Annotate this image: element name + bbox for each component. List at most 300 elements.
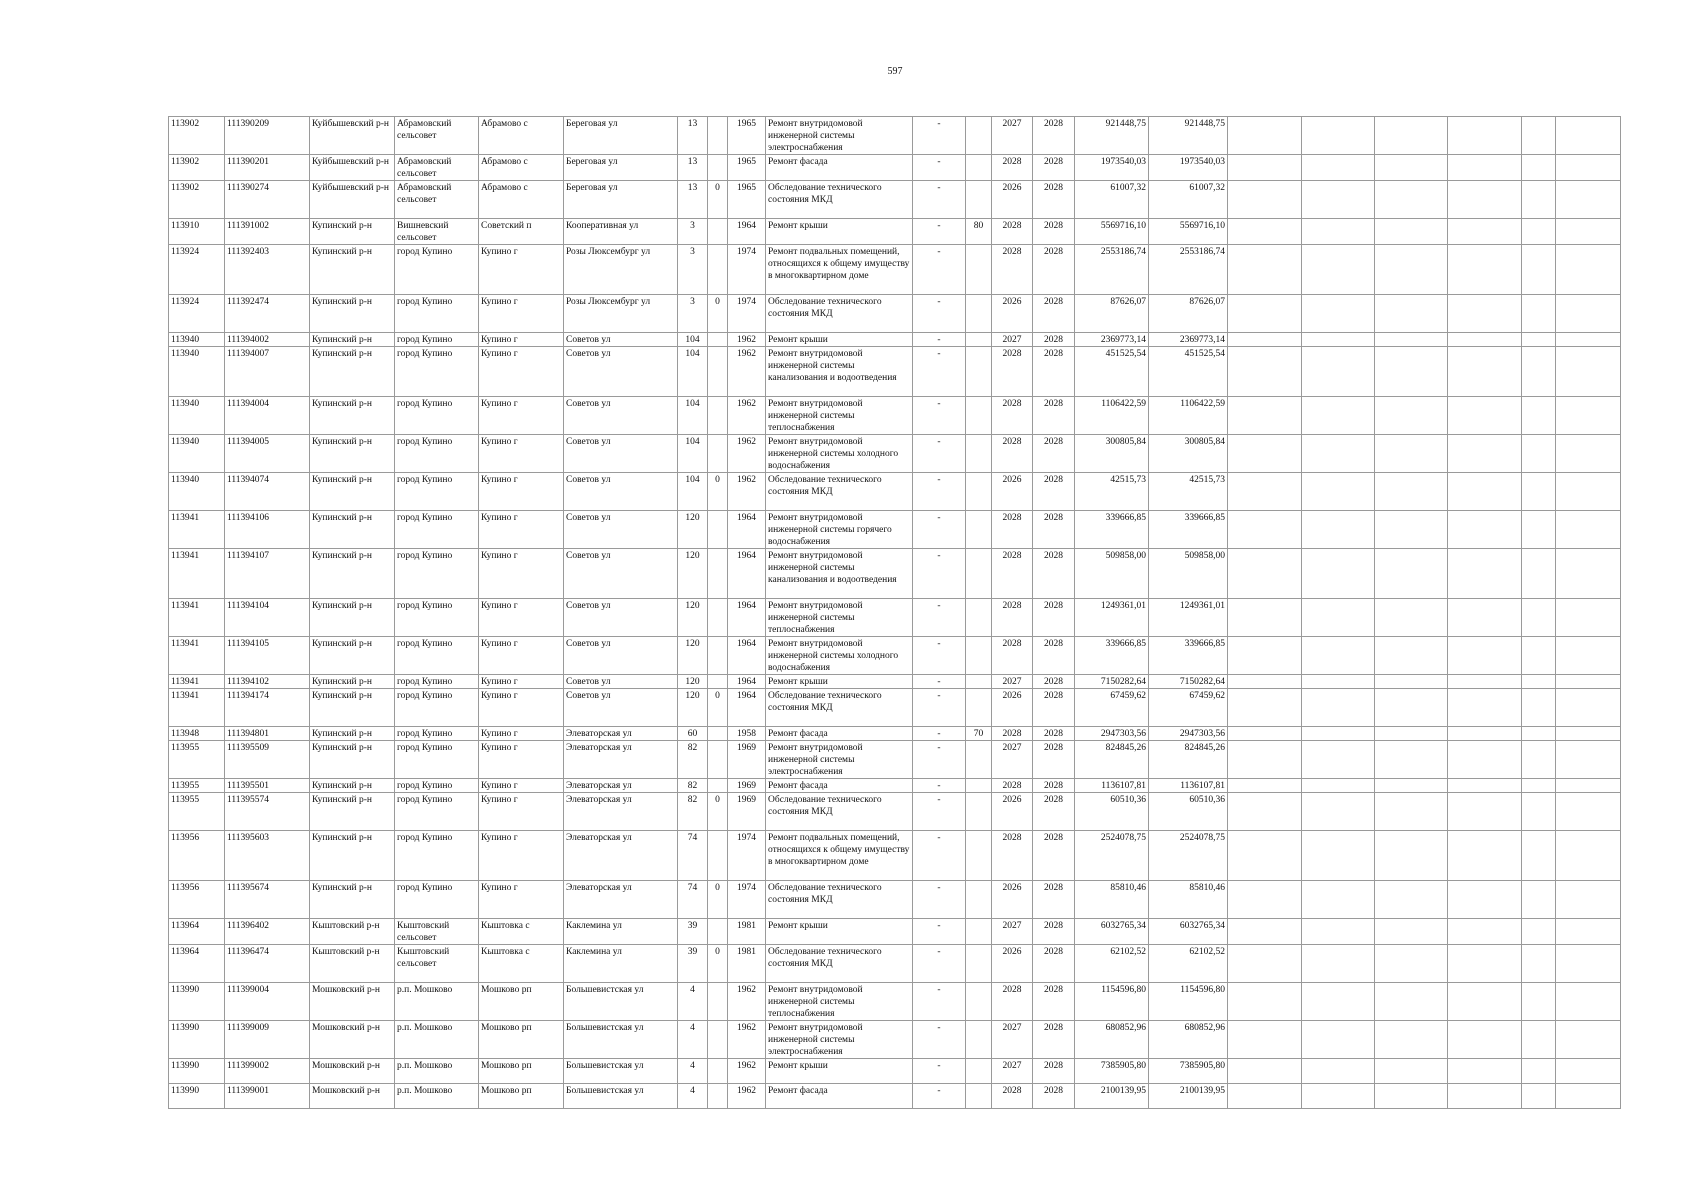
empty-cell	[1522, 793, 1556, 831]
table-cell: 2028	[992, 347, 1033, 397]
table-cell: 2553186,74	[1149, 245, 1228, 295]
table-cell: 0	[708, 793, 728, 831]
table-cell	[966, 473, 992, 511]
table-cell: 120	[678, 599, 708, 637]
empty-cell	[1448, 983, 1522, 1021]
empty-cell	[1302, 689, 1375, 727]
empty-cell	[1556, 793, 1621, 831]
empty-cell	[1228, 473, 1302, 511]
table-cell: 2524078,75	[1075, 831, 1149, 881]
table-cell	[708, 831, 728, 881]
table-cell	[708, 347, 728, 397]
table-cell	[708, 1059, 728, 1084]
table-cell: Береговая ул	[564, 181, 678, 219]
table-cell: 111394104	[225, 599, 310, 637]
empty-cell	[1522, 549, 1556, 599]
table-cell: Береговая ул	[564, 155, 678, 181]
table-cell: 2028	[1033, 245, 1075, 295]
table-cell: Купино г	[479, 881, 564, 919]
table-cell: 680852,96	[1149, 1021, 1228, 1059]
empty-cell	[1556, 945, 1621, 983]
table-cell: 2028	[1033, 155, 1075, 181]
table-cell: 2028	[992, 219, 1033, 245]
empty-cell	[1522, 117, 1556, 155]
empty-cell	[1302, 599, 1375, 637]
table-cell: 2028	[1033, 347, 1075, 397]
table-cell: 113902	[169, 155, 225, 181]
table-cell: город Купино	[395, 333, 479, 347]
table-cell: 1981	[728, 945, 766, 983]
table-cell: 2026	[992, 945, 1033, 983]
table-row	[169, 347, 1621, 397]
table-cell: 2028	[1033, 793, 1075, 831]
empty-cell	[1448, 219, 1522, 245]
empty-cell	[1375, 637, 1448, 675]
table-cell: 113941	[169, 689, 225, 727]
table-cell: Купино г	[479, 347, 564, 397]
empty-cell	[1448, 333, 1522, 347]
empty-cell	[1448, 599, 1522, 637]
empty-cell	[1375, 473, 1448, 511]
table-cell: Мошковский р-н	[310, 1084, 395, 1109]
table-cell: 113940	[169, 435, 225, 473]
table-cell: 2028	[1033, 333, 1075, 347]
table-cell: Купино г	[479, 779, 564, 793]
table-cell: 2028	[1033, 637, 1075, 675]
table-cell: 120	[678, 689, 708, 727]
empty-cell	[1228, 219, 1302, 245]
table-cell: Купино г	[479, 397, 564, 435]
table-cell: Кыштовский р-н	[310, 919, 395, 945]
table-cell: 113956	[169, 831, 225, 881]
table-cell	[708, 333, 728, 347]
table-cell: 3	[678, 219, 708, 245]
table-cell: Ремонт фасада	[766, 727, 913, 741]
table-cell	[966, 511, 992, 549]
table-cell: 111395674	[225, 881, 310, 919]
table-cell: 2028	[992, 983, 1033, 1021]
empty-cell	[1522, 831, 1556, 881]
table-cell: 2028	[1033, 549, 1075, 599]
table-cell: Купино г	[479, 741, 564, 779]
table-cell: 2028	[992, 1084, 1033, 1109]
empty-cell	[1375, 919, 1448, 945]
empty-cell	[1302, 945, 1375, 983]
table-cell: город Купино	[395, 779, 479, 793]
table-cell: город Купино	[395, 347, 479, 397]
empty-cell	[1228, 295, 1302, 333]
table-cell: Ремонт внутридомовой инженерной системы теплоснабжения	[766, 397, 913, 435]
table-cell	[708, 599, 728, 637]
table-cell: 2100139,95	[1149, 1084, 1228, 1109]
table-cell: 5569716,10	[1149, 219, 1228, 245]
empty-cell	[1522, 727, 1556, 741]
table-cell: Ремонт внутридомовой инженерной системы холодного водоснабжения	[766, 435, 913, 473]
table-cell: 7385905,80	[1149, 1059, 1228, 1084]
table-cell: 1964	[728, 599, 766, 637]
table-cell: Большевистская ул	[564, 983, 678, 1021]
table-cell: Ремонт фасада	[766, 155, 913, 181]
table-cell: 67459,62	[1075, 689, 1149, 727]
empty-cell	[1448, 945, 1522, 983]
table-cell: 3	[678, 295, 708, 333]
table-cell: 104	[678, 333, 708, 347]
empty-cell	[1522, 295, 1556, 333]
table-row	[169, 219, 1621, 245]
table-cell: Ремонт фасада	[766, 1084, 913, 1109]
table-cell: Советов ул	[564, 511, 678, 549]
table-cell: -	[913, 793, 966, 831]
empty-cell	[1448, 245, 1522, 295]
table-cell: город Купино	[395, 741, 479, 779]
empty-cell	[1375, 881, 1448, 919]
table-cell: город Купино	[395, 793, 479, 831]
table-cell: 2028	[1033, 727, 1075, 741]
table-cell	[966, 1084, 992, 1109]
table-cell: 111390209	[225, 117, 310, 155]
table-cell: Обследование технического состояния МКД	[766, 473, 913, 511]
table-cell: р.п. Мошково	[395, 1084, 479, 1109]
empty-cell	[1556, 473, 1621, 511]
table-cell: 113940	[169, 347, 225, 397]
table-row	[169, 919, 1621, 945]
table-cell: 113940	[169, 473, 225, 511]
table-cell: 113990	[169, 1059, 225, 1084]
empty-cell	[1375, 181, 1448, 219]
table-cell: город Купино	[395, 397, 479, 435]
empty-cell	[1302, 117, 1375, 155]
empty-cell	[1302, 219, 1375, 245]
table-cell: Купинский р-н	[310, 881, 395, 919]
table-cell	[966, 637, 992, 675]
table-cell: Абрамово с	[479, 181, 564, 219]
empty-cell	[1228, 599, 1302, 637]
empty-cell	[1522, 347, 1556, 397]
table-cell: 87626,07	[1075, 295, 1149, 333]
empty-cell	[1556, 1021, 1621, 1059]
table-cell	[708, 549, 728, 599]
table-cell: 2028	[992, 637, 1033, 675]
table-cell: 339666,85	[1075, 511, 1149, 549]
table-cell: Купинский р-н	[310, 245, 395, 295]
table-cell: Ремонт внутридомовой инженерной системы канализования и водоотведения	[766, 549, 913, 599]
table-cell: 2027	[992, 333, 1033, 347]
table-cell: Купинский р-н	[310, 779, 395, 793]
table-cell: 113990	[169, 983, 225, 1021]
table-cell	[708, 155, 728, 181]
table-cell: Элеваторская ул	[564, 831, 678, 881]
table-cell: 1964	[728, 549, 766, 599]
table-cell: город Купино	[395, 549, 479, 599]
table-cell: Купинский р-н	[310, 831, 395, 881]
table-cell: 2028	[1033, 689, 1075, 727]
table-cell: 62102,52	[1149, 945, 1228, 983]
table-cell: Советов ул	[564, 637, 678, 675]
table-cell	[708, 1021, 728, 1059]
table-cell: 509858,00	[1149, 549, 1228, 599]
empty-cell	[1522, 1021, 1556, 1059]
empty-cell	[1302, 727, 1375, 741]
table-cell	[708, 675, 728, 689]
table-cell: 113941	[169, 549, 225, 599]
table-cell: Советов ул	[564, 347, 678, 397]
empty-cell	[1302, 397, 1375, 435]
table-cell: Советов ул	[564, 549, 678, 599]
empty-cell	[1228, 435, 1302, 473]
empty-cell	[1556, 1059, 1621, 1084]
table-cell: Мошково рп	[479, 1059, 564, 1084]
empty-cell	[1228, 333, 1302, 347]
table-cell	[708, 1084, 728, 1109]
empty-cell	[1375, 945, 1448, 983]
empty-cell	[1556, 219, 1621, 245]
table-row	[169, 117, 1621, 155]
table-cell: 1964	[728, 675, 766, 689]
empty-cell	[1556, 117, 1621, 155]
empty-cell	[1228, 1059, 1302, 1084]
table-cell: Купинский р-н	[310, 219, 395, 245]
table-cell	[966, 741, 992, 779]
table-row	[169, 779, 1621, 793]
table-cell: 2028	[1033, 511, 1075, 549]
table-cell	[966, 881, 992, 919]
table-cell: Каклемина ул	[564, 945, 678, 983]
table-cell: город Купино	[395, 295, 479, 333]
empty-cell	[1448, 181, 1522, 219]
empty-cell	[1522, 333, 1556, 347]
table-cell: 1154596,80	[1075, 983, 1149, 1021]
table-row	[169, 689, 1621, 727]
table-cell: 2027	[992, 741, 1033, 779]
table-cell	[966, 295, 992, 333]
table-cell: 74	[678, 881, 708, 919]
table-cell: 2028	[992, 779, 1033, 793]
empty-cell	[1228, 511, 1302, 549]
table-cell: Кыштовский сельсовет	[395, 919, 479, 945]
empty-cell	[1302, 831, 1375, 881]
table-cell: город Купино	[395, 599, 479, 637]
table-cell: Большевистская ул	[564, 1021, 678, 1059]
table-cell: -	[913, 245, 966, 295]
table-cell: Мошковский р-н	[310, 983, 395, 1021]
table-cell: 824845,26	[1075, 741, 1149, 779]
table-row	[169, 727, 1621, 741]
table-cell: 1974	[728, 295, 766, 333]
table-cell: 104	[678, 435, 708, 473]
table-cell: 2028	[992, 435, 1033, 473]
table-cell: р.п. Мошково	[395, 983, 479, 1021]
table-cell: 113941	[169, 675, 225, 689]
empty-cell	[1448, 831, 1522, 881]
empty-cell	[1448, 881, 1522, 919]
empty-cell	[1375, 1021, 1448, 1059]
table-cell: 1964	[728, 637, 766, 675]
empty-cell	[1375, 793, 1448, 831]
table-cell: 300805,84	[1149, 435, 1228, 473]
empty-cell	[1522, 435, 1556, 473]
table-cell: 2028	[992, 397, 1033, 435]
table-cell: 7150282,64	[1075, 675, 1149, 689]
table-cell: Советов ул	[564, 333, 678, 347]
table-cell: 113902	[169, 117, 225, 155]
table-cell: 1964	[728, 219, 766, 245]
empty-cell	[1375, 117, 1448, 155]
empty-cell	[1375, 831, 1448, 881]
table-cell: Ремонт внутридомовой инженерной системы теплоснабжения	[766, 983, 913, 1021]
table-cell: 82	[678, 793, 708, 831]
table-cell: 3	[678, 245, 708, 295]
table-cell: 1962	[728, 473, 766, 511]
table-cell: город Купино	[395, 727, 479, 741]
table-cell: 2553186,74	[1075, 245, 1149, 295]
table-row	[169, 1021, 1621, 1059]
table-row	[169, 793, 1621, 831]
table-cell: 2028	[1033, 1059, 1075, 1084]
table-cell: 1964	[728, 689, 766, 727]
table-cell: 42515,73	[1149, 473, 1228, 511]
table-cell: Ремонт крыши	[766, 919, 913, 945]
table-cell: 113941	[169, 637, 225, 675]
table-cell: Кыштовка с	[479, 945, 564, 983]
empty-cell	[1302, 347, 1375, 397]
table-cell: р.п. Мошково	[395, 1059, 479, 1084]
empty-cell	[1522, 689, 1556, 727]
table-cell: Ремонт подвальных помещений, относящихся к общему имуществу в многоквартирном доме	[766, 245, 913, 295]
table-cell: 824845,26	[1149, 741, 1228, 779]
empty-cell	[1302, 245, 1375, 295]
table-cell: Куйбышевский р-н	[310, 155, 395, 181]
empty-cell	[1522, 599, 1556, 637]
table-cell: город Купино	[395, 511, 479, 549]
empty-cell	[1522, 1084, 1556, 1109]
table-row	[169, 945, 1621, 983]
table-cell: 509858,00	[1075, 549, 1149, 599]
table-cell: Купино г	[479, 689, 564, 727]
table-cell: 13	[678, 155, 708, 181]
table-cell	[708, 397, 728, 435]
table-row	[169, 741, 1621, 779]
empty-cell	[1448, 1084, 1522, 1109]
table-cell: Элеваторская ул	[564, 727, 678, 741]
table-cell	[966, 689, 992, 727]
table-cell: Купинский р-н	[310, 295, 395, 333]
table-cell	[966, 793, 992, 831]
table-cell: 1962	[728, 333, 766, 347]
empty-cell	[1375, 983, 1448, 1021]
table-cell: 113990	[169, 1084, 225, 1109]
table-cell: 111396474	[225, 945, 310, 983]
empty-cell	[1448, 1021, 1522, 1059]
table-cell: Береговая ул	[564, 117, 678, 155]
table-cell: Купино г	[479, 637, 564, 675]
table-cell: 4	[678, 1084, 708, 1109]
empty-cell	[1228, 1021, 1302, 1059]
table-cell: Кыштовский р-н	[310, 945, 395, 983]
table-cell: 2028	[1033, 473, 1075, 511]
empty-cell	[1556, 181, 1621, 219]
table-cell: 0	[708, 945, 728, 983]
table-cell: 2028	[1033, 397, 1075, 435]
table-cell: 2028	[992, 549, 1033, 599]
table-cell: 2028	[992, 599, 1033, 637]
table-cell	[966, 945, 992, 983]
table-cell: 1969	[728, 793, 766, 831]
table-cell: 339666,85	[1149, 637, 1228, 675]
table-cell: Купино г	[479, 549, 564, 599]
table-cell: Купинский р-н	[310, 347, 395, 397]
table-cell: Большевистская ул	[564, 1059, 678, 1084]
table-cell: 2947303,56	[1149, 727, 1228, 741]
empty-cell	[1448, 397, 1522, 435]
table-cell: Кыштовка с	[479, 919, 564, 945]
table-cell: 113902	[169, 181, 225, 219]
table-cell: 2028	[992, 727, 1033, 741]
table-cell	[708, 511, 728, 549]
table-cell: 39	[678, 919, 708, 945]
empty-cell	[1228, 397, 1302, 435]
empty-cell	[1556, 831, 1621, 881]
table-cell: Обследование технического состояния МКД	[766, 689, 913, 727]
table-cell: 111392474	[225, 295, 310, 333]
table-cell: Ремонт крыши	[766, 675, 913, 689]
table-cell	[966, 117, 992, 155]
table-cell: Абрамовский сельсовет	[395, 181, 479, 219]
table-cell: 74	[678, 831, 708, 881]
table-cell: 111394801	[225, 727, 310, 741]
table-cell: Ремонт подвальных помещений, относящихся к общему имуществу в многоквартирном доме	[766, 831, 913, 881]
table-cell: 6032765,34	[1075, 919, 1149, 945]
table-cell: 120	[678, 637, 708, 675]
table-cell	[966, 435, 992, 473]
table-cell: Кыштовский сельсовет	[395, 945, 479, 983]
table-row	[169, 1084, 1621, 1109]
table-cell	[708, 741, 728, 779]
table-cell: 61007,32	[1149, 181, 1228, 219]
table-cell: 1962	[728, 983, 766, 1021]
table-cell: Мошковский р-н	[310, 1021, 395, 1059]
empty-cell	[1522, 675, 1556, 689]
table-cell: Обследование технического состояния МКД	[766, 881, 913, 919]
table-cell: 2947303,56	[1075, 727, 1149, 741]
table-cell: 111394174	[225, 689, 310, 727]
table-row	[169, 155, 1621, 181]
table-cell: 113924	[169, 295, 225, 333]
empty-cell	[1522, 881, 1556, 919]
table-cell: 7150282,64	[1149, 675, 1228, 689]
table-cell: 2028	[1033, 881, 1075, 919]
table-cell: 1962	[728, 1084, 766, 1109]
table-cell: Купинский р-н	[310, 793, 395, 831]
table-cell: 113990	[169, 1021, 225, 1059]
table-cell: 1154596,80	[1149, 983, 1228, 1021]
table-cell: Кооперативная ул	[564, 219, 678, 245]
table-cell: -	[913, 727, 966, 741]
empty-cell	[1448, 919, 1522, 945]
table-cell: -	[913, 1021, 966, 1059]
table-cell: 1965	[728, 181, 766, 219]
table-cell: 2027	[992, 675, 1033, 689]
table-cell: Купинский р-н	[310, 741, 395, 779]
empty-cell	[1522, 181, 1556, 219]
empty-cell	[1556, 511, 1621, 549]
table-cell: Вишневский сельсовет	[395, 219, 479, 245]
table-row	[169, 983, 1621, 1021]
table-cell: 1962	[728, 397, 766, 435]
empty-cell	[1556, 333, 1621, 347]
table-row	[169, 637, 1621, 675]
table-cell: 111394105	[225, 637, 310, 675]
table-cell: 921448,75	[1149, 117, 1228, 155]
